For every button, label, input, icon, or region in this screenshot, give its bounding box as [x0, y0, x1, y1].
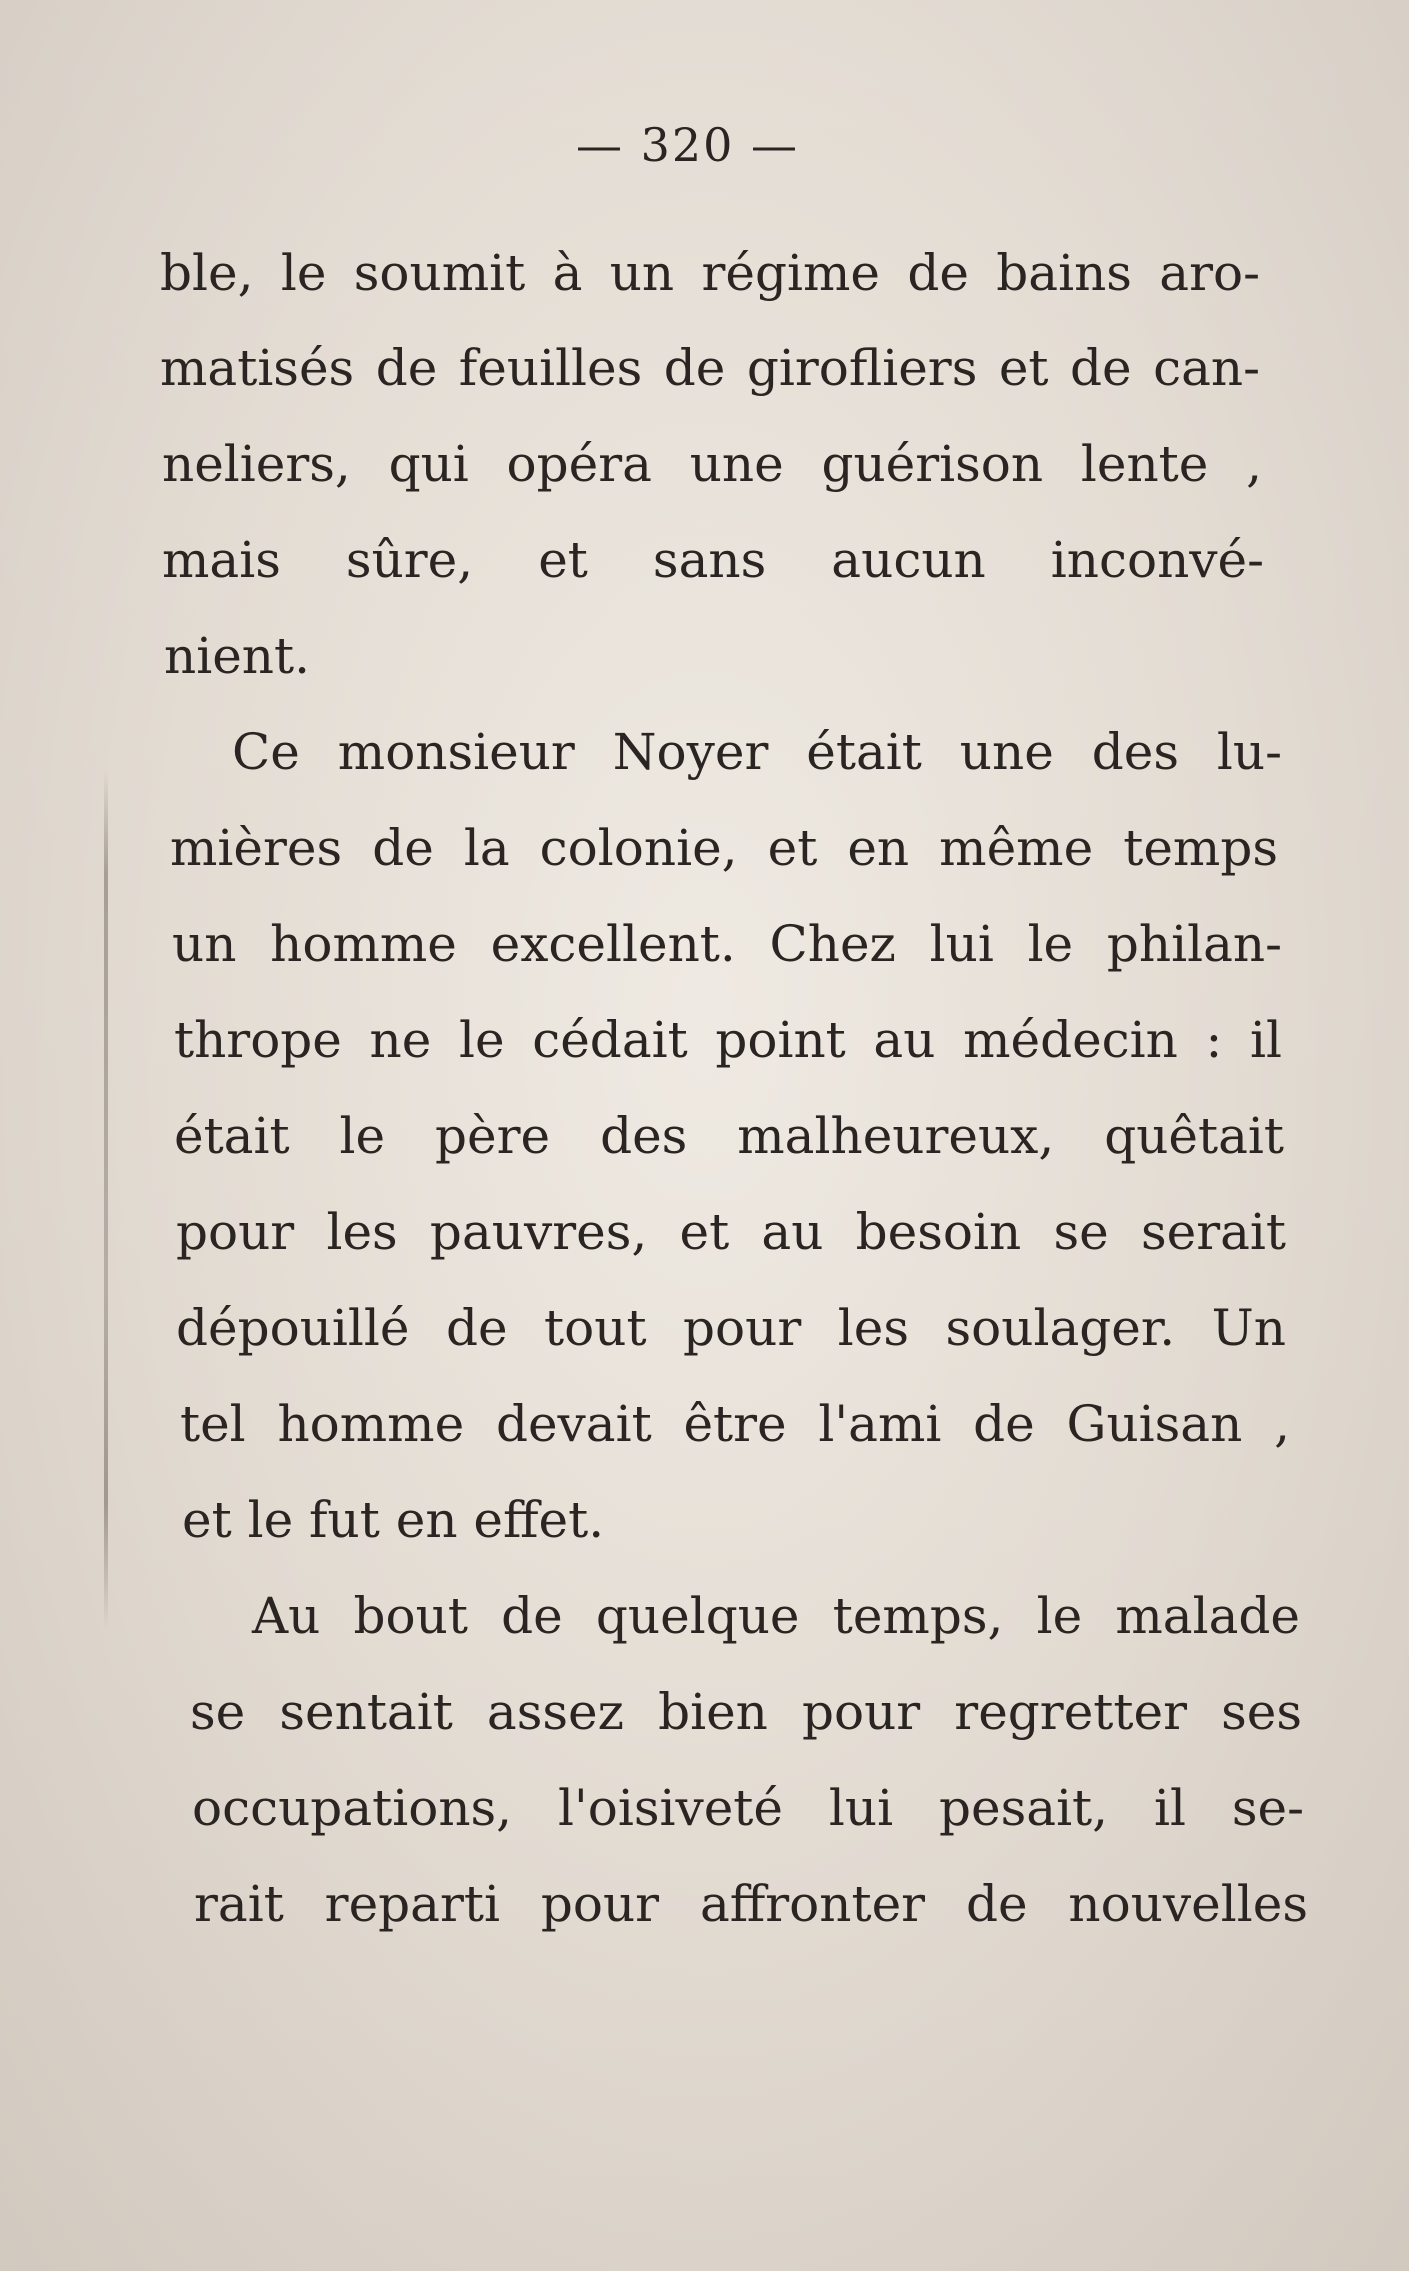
text-line: Au bout de quelque temps, le malade [252, 1587, 1300, 1645]
text-line: rait reparti pour affronter de nouvelles [194, 1875, 1308, 1933]
text-line: un homme excellent. Chez lui le philan- [172, 915, 1282, 973]
text-line: matisés de feuilles de girofliers et de can- [160, 339, 1260, 397]
text-line: mais sûre, et sans aucun inconvé- [162, 531, 1264, 589]
page-number: — 320 — [575, 118, 800, 172]
text-line: tel homme devait être l'ami de Guisan , [180, 1395, 1290, 1453]
text-line: Ce monsieur Noyer était une des lu- [232, 723, 1282, 781]
text-line: mières de la colonie, et en même temps [170, 819, 1278, 877]
text-line: dépouillé de tout pour les soulager. Un [176, 1299, 1286, 1357]
text-line: pour les pauvres, et au besoin se serait [176, 1203, 1286, 1261]
text-line: se sentait assez bien pour regretter ses [190, 1683, 1302, 1741]
text-line: thrope ne le cédait point au médecin : il [174, 1011, 1282, 1069]
text-line: occupations, l'oisiveté lui pesait, il se- [192, 1779, 1304, 1837]
text-line: nient. [164, 627, 310, 685]
margin-pencil-line [104, 770, 108, 1630]
text-line: et le fut en effet. [182, 1491, 605, 1549]
text-line: neliers, qui opéra une guérison lente , [162, 435, 1262, 493]
text-line: était le père des malheureux, quêtait [174, 1107, 1284, 1165]
text-line: ble, le soumit à un régime de bains aro- [160, 244, 1260, 302]
